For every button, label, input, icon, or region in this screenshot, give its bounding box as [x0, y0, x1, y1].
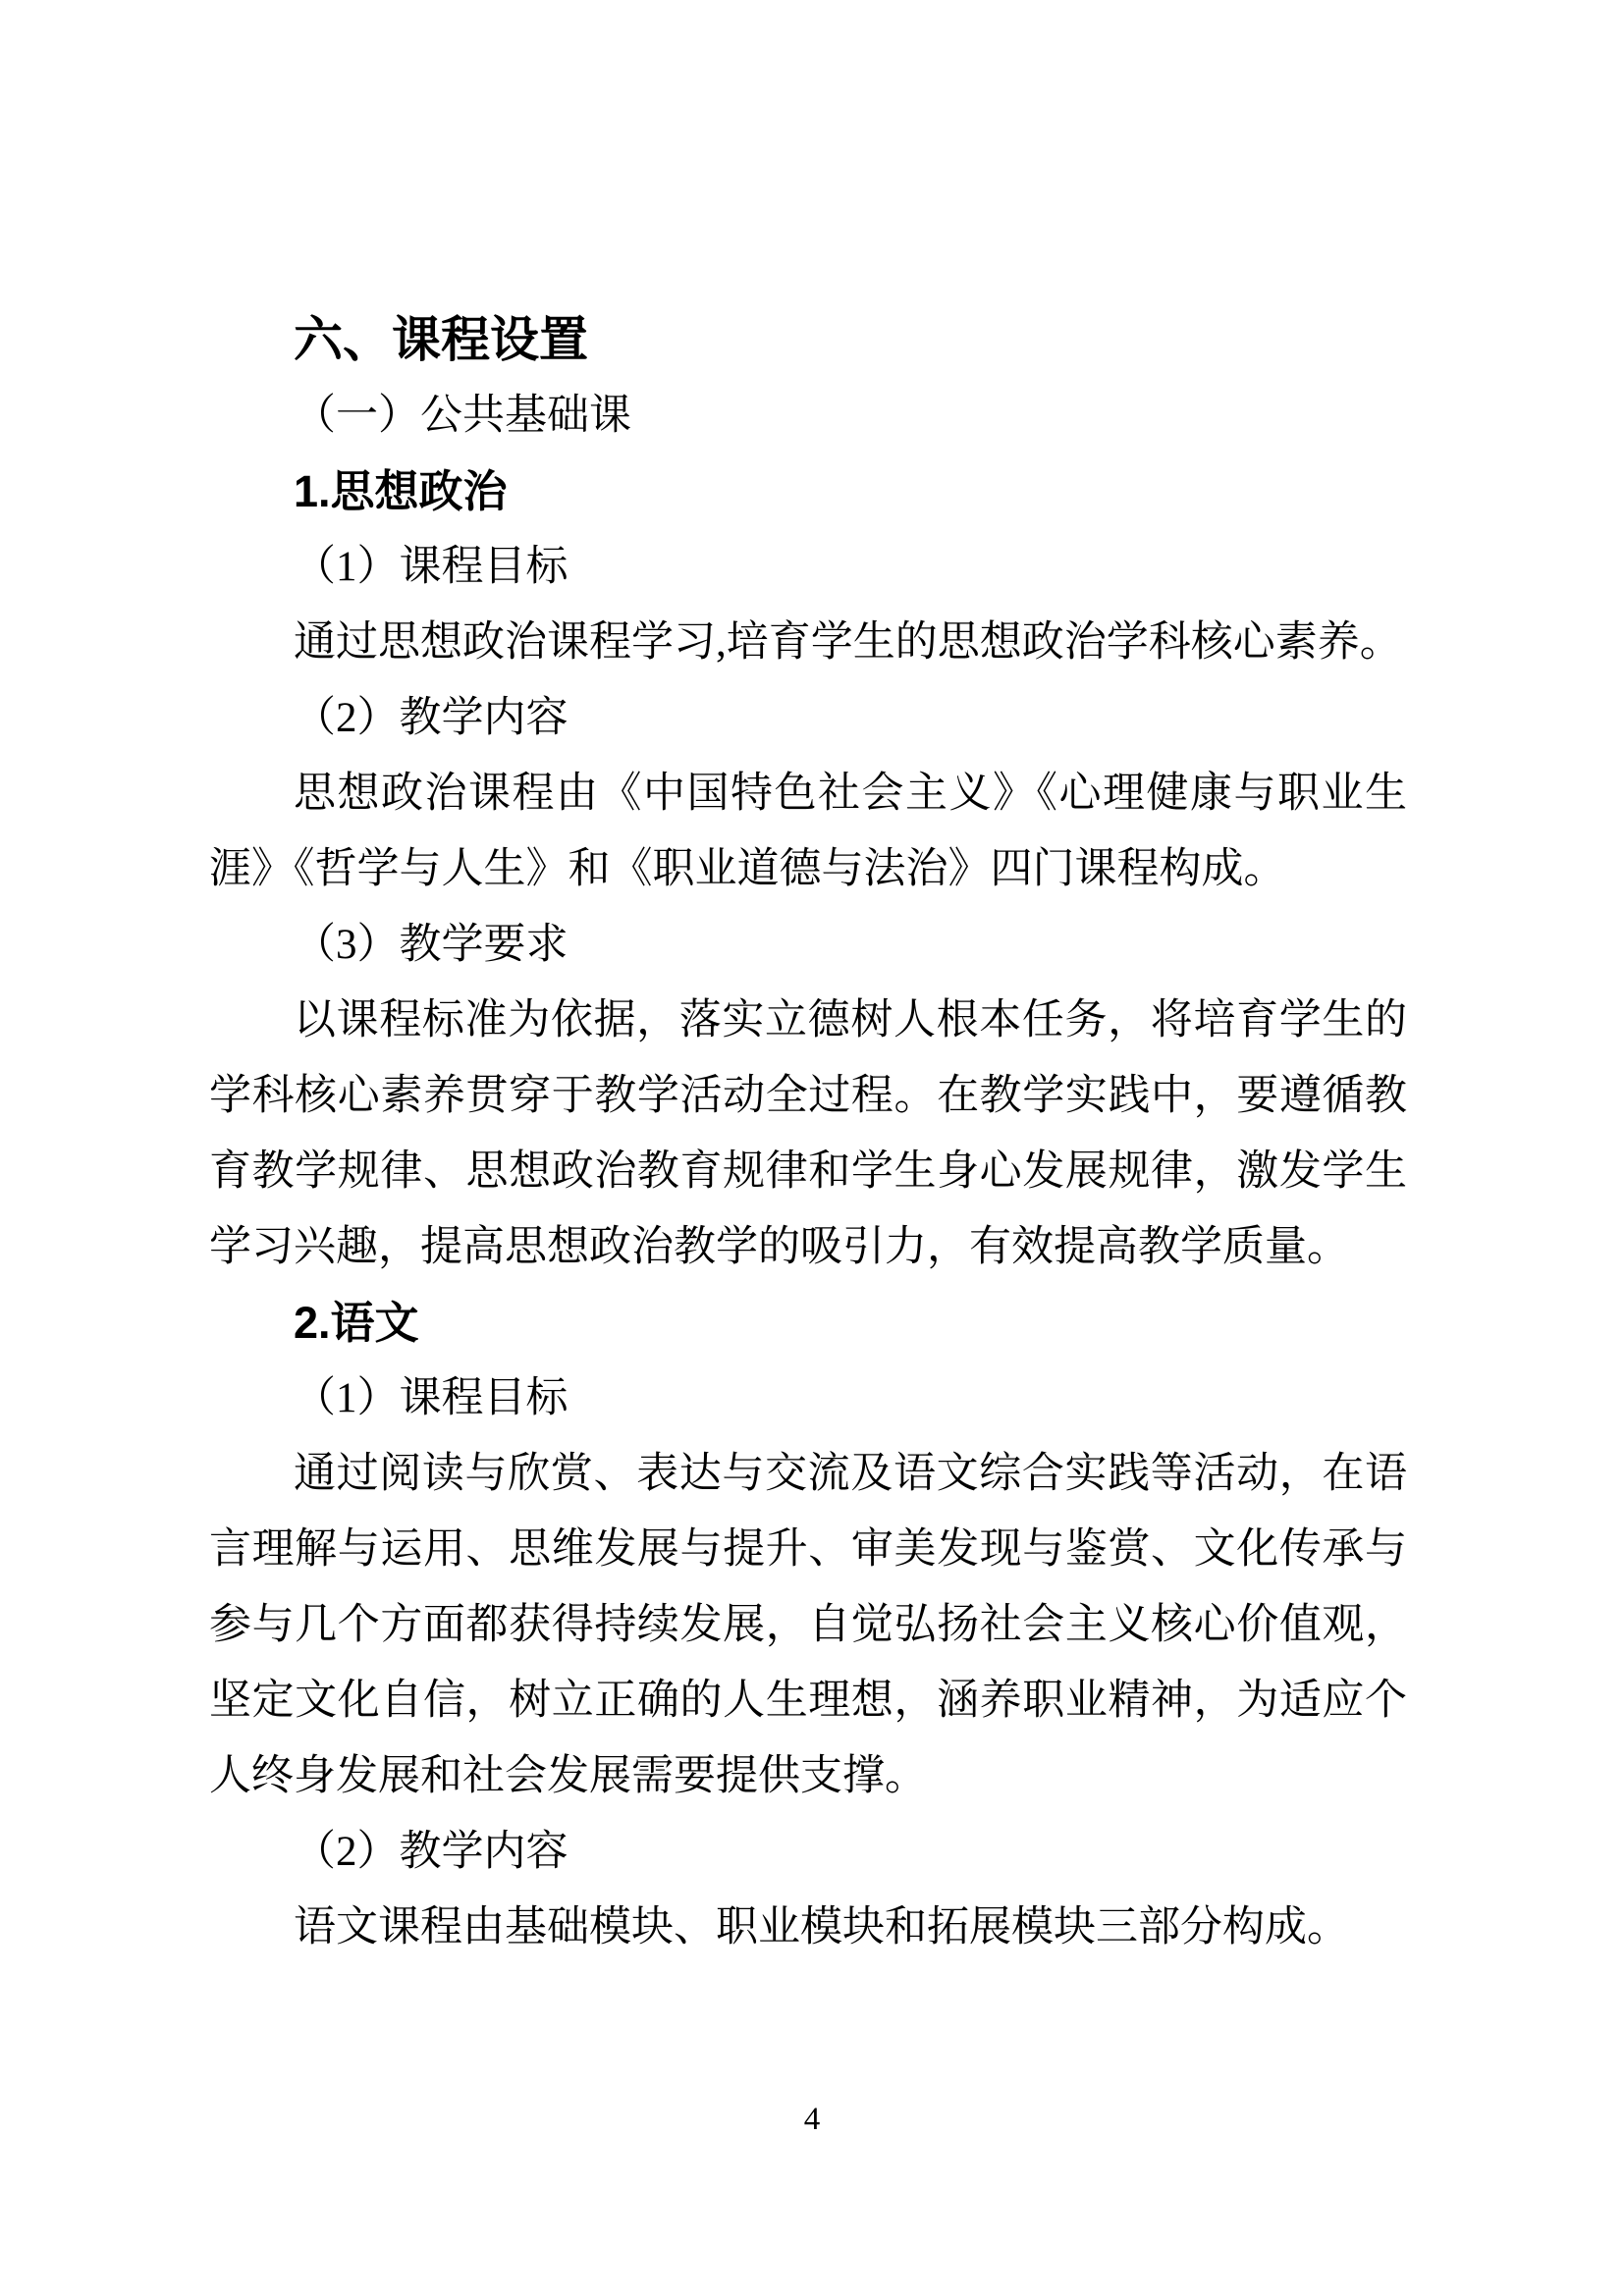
- label-course-objectives-politics: （1）课程目标: [294, 544, 568, 590]
- para-objectives-chinese-line-2: 言理解与运用、思维发展与提升、审美发现与鉴赏、文化传承与: [209, 1526, 1407, 1573]
- page-number: 4: [803, 2102, 821, 2137]
- label-teaching-requirements: （3）教学要求: [294, 922, 568, 968]
- para-requirements-line-4: 学习兴趣，提高思想政治教学的吸引力，有效提高教学质量。: [209, 1224, 1349, 1270]
- para-content-chinese: 语文课程由基础模块、职业模块和拓展模块三部分构成。: [294, 1904, 1349, 1950]
- para-requirements-line-2: 学科核心素养贯穿于教学活动全过程。在教学实践中，要遵循教: [209, 1073, 1407, 1119]
- heading-section-six: 六、课程设置: [294, 312, 588, 367]
- para-objectives-chinese-line-4: 坚定文化自信，树立正确的人生理想，涵养职业精神，为适应个: [209, 1678, 1407, 1724]
- label-teaching-content-chinese: （2）教学内容: [294, 1829, 568, 1875]
- para-requirements-line-3: 育教学规律、思想政治教育规律和学生身心发展规律，激发学生: [209, 1148, 1407, 1195]
- label-teaching-content-politics: （2）教学内容: [294, 695, 568, 741]
- para-objectives-chinese-line-3: 参与几个方面都获得持续发展，自觉弘扬社会主义核心价值观，: [209, 1602, 1407, 1648]
- heading-ideological-politics: 1.思想政治: [294, 466, 508, 516]
- para-content-politics-line-1: 思想政治课程由《中国特色社会主义》《心理健康与职业生: [294, 771, 1407, 817]
- para-objectives-politics: 通过思想政治课程学习,培育学生的思想政治学科核心素养。: [294, 619, 1402, 666]
- label-course-objectives-chinese: （1）课程目标: [294, 1375, 568, 1421]
- para-requirements-line-1: 以课程标准为依据，落实立德树人根本任务，将培育学生的: [294, 997, 1407, 1043]
- para-objectives-chinese-line-5: 人终身发展和社会发展需要提供支撑。: [209, 1753, 927, 1799]
- subheading-public-basic-courses: （一）公共基础课: [294, 393, 631, 439]
- document-content: [209, 302, 1407, 1965]
- para-objectives-chinese-line-1: 通过阅读与欣赏、表达与交流及语文综合实践等活动，在语: [294, 1451, 1407, 1497]
- para-content-politics-line-2: 涯》《哲学与人生》和《职业道德与法治》四门课程构成。: [209, 846, 1286, 892]
- heading-chinese-language: 2.语文: [294, 1298, 419, 1348]
